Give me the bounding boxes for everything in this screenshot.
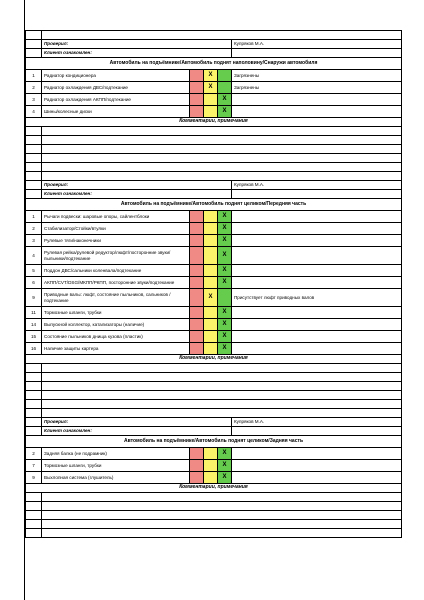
- item-note[interactable]: [232, 211, 402, 223]
- status-red-cell[interactable]: [190, 307, 204, 319]
- item-number: 6: [26, 277, 42, 289]
- status-green-cell[interactable]: [218, 460, 232, 472]
- blank-cell[interactable]: [42, 409, 402, 418]
- item-number: 3: [26, 94, 42, 106]
- status-yellow-cell[interactable]: [204, 211, 218, 223]
- blank-num-cell: [26, 391, 42, 400]
- check-mark: X: [222, 108, 227, 115]
- blank-cell[interactable]: [42, 529, 402, 538]
- status-red-cell[interactable]: [190, 331, 204, 343]
- checked-value: Купряков М.А.: [232, 40, 402, 49]
- comments-title: Комментарии, примечания: [26, 355, 402, 364]
- check-mark: X: [222, 462, 227, 469]
- client-row: [26, 49, 402, 58]
- section-title: Автомобиль на подъёмнике/Автомобиль поднят целиком/Передняя часть: [26, 199, 402, 211]
- blank-num-cell: [26, 31, 42, 40]
- section-title-row: [26, 199, 402, 211]
- comments-title: Комментарии, примечания: [26, 484, 402, 493]
- check-mark: X: [222, 279, 227, 286]
- separator-row: [26, 172, 402, 181]
- status-yellow-cell[interactable]: [204, 70, 218, 82]
- status-yellow-cell[interactable]: [204, 331, 218, 343]
- item-name: Рычаги подвески: шаровые опоры, сайлентблоки: [42, 211, 190, 223]
- checked-num-cell: [26, 40, 42, 49]
- blank-cell[interactable]: [42, 364, 402, 373]
- section-title: Автомобиль на подъёмнике/Автомобиль поднят целиком/Задняя часть: [26, 436, 402, 448]
- comment-line-row: [26, 529, 402, 538]
- status-red-cell[interactable]: [190, 448, 204, 460]
- check-item-row: [26, 223, 402, 235]
- comment-line-row: [26, 145, 402, 154]
- item-note[interactable]: [232, 265, 402, 277]
- status-yellow-cell[interactable]: [204, 223, 218, 235]
- comment-line-row: [26, 502, 402, 511]
- check-item-row: [26, 472, 402, 484]
- status-yellow-cell[interactable]: [204, 307, 218, 319]
- item-note[interactable]: Загрязнены: [232, 82, 402, 94]
- item-note[interactable]: [232, 247, 402, 265]
- comment-line-row: [26, 520, 402, 529]
- status-red-cell[interactable]: [190, 289, 204, 307]
- item-number: 16: [26, 343, 42, 355]
- status-red-cell[interactable]: [190, 319, 204, 331]
- client-num-cell: [26, 190, 42, 199]
- section-title-row: [26, 58, 402, 70]
- comment-line-row: [26, 382, 402, 391]
- blank-num-cell: [26, 529, 42, 538]
- section-title-row: [26, 436, 402, 448]
- status-red-cell[interactable]: [190, 472, 204, 484]
- check-mark: X: [222, 321, 227, 328]
- blank-cell[interactable]: [42, 145, 402, 154]
- status-yellow-cell[interactable]: [204, 289, 218, 307]
- check-item-row: [26, 82, 402, 94]
- item-name: Выхлопная система (глушитель): [42, 472, 190, 484]
- comments-title-row: [26, 355, 402, 364]
- check-item-row: [26, 70, 402, 82]
- client-label: Клиент ознакомлен:: [42, 190, 232, 199]
- check-item-row: [26, 277, 402, 289]
- comment-line-row: [26, 163, 402, 172]
- check-item-row: [26, 448, 402, 460]
- check-item-row: [26, 289, 402, 307]
- status-green-cell[interactable]: [218, 70, 232, 82]
- item-name: Рулевая рейка/рулевой редуктор/люфт/посторонние звуки/пыльники/подтекание: [42, 247, 190, 265]
- comments-title-row: [26, 118, 402, 127]
- comment-line-row: [26, 400, 402, 409]
- check-mark: X: [222, 333, 227, 340]
- check-mark: X: [222, 237, 227, 244]
- item-number: 1: [26, 211, 42, 223]
- check-item-row: [26, 106, 402, 118]
- check-mark: X: [222, 96, 227, 103]
- item-name: Поддон ДВС/сальники коленвала/подтекание: [42, 265, 190, 277]
- blank-num-cell: [26, 136, 42, 145]
- top-blank-row: [26, 31, 402, 40]
- blank-num-cell: [26, 409, 42, 418]
- status-red-cell[interactable]: [190, 106, 204, 118]
- status-green-cell[interactable]: [218, 448, 232, 460]
- status-yellow-cell[interactable]: [204, 448, 218, 460]
- check-mark: X: [222, 225, 227, 232]
- item-number: 2: [26, 82, 42, 94]
- check-mark: X: [208, 84, 213, 91]
- item-number: 5: [26, 265, 42, 277]
- status-green-cell[interactable]: [218, 235, 232, 247]
- item-number: 9: [26, 472, 42, 484]
- client-num-cell: [26, 427, 42, 436]
- item-note[interactable]: [232, 331, 402, 343]
- item-note[interactable]: [232, 307, 402, 319]
- check-mark: X: [208, 72, 213, 79]
- blank-num-cell: [26, 364, 42, 373]
- status-red-cell[interactable]: [190, 235, 204, 247]
- checked-row: [26, 181, 402, 190]
- check-mark: X: [222, 309, 227, 316]
- blank-num-cell: [26, 400, 42, 409]
- blank-num-cell: [26, 172, 42, 181]
- blank-num-cell: [26, 382, 42, 391]
- checked-label: Проверил:: [42, 40, 232, 49]
- blank-cell[interactable]: [42, 136, 402, 145]
- status-yellow-cell[interactable]: [204, 265, 218, 277]
- comment-line-row: [26, 136, 402, 145]
- blank-cell[interactable]: [42, 520, 402, 529]
- comment-line-row: [26, 391, 402, 400]
- checked-value: Купряков М.А.: [232, 418, 402, 427]
- status-yellow-cell[interactable]: [204, 94, 218, 106]
- status-yellow-cell[interactable]: [204, 460, 218, 472]
- status-green-cell[interactable]: [218, 277, 232, 289]
- blank-num-cell: [26, 154, 42, 163]
- status-red-cell[interactable]: [190, 223, 204, 235]
- status-yellow-cell[interactable]: [204, 247, 218, 265]
- check-mark: X: [222, 474, 227, 481]
- item-name: АКПП/CVT/DSG/МКПП/РКПП, посторонние звуки/подтекание: [42, 277, 190, 289]
- status-green-cell[interactable]: [218, 211, 232, 223]
- check-item-row: [26, 94, 402, 106]
- blank-num-cell: [26, 163, 42, 172]
- blank-cell[interactable]: [42, 502, 402, 511]
- item-name: Радиатор кондиционера: [42, 70, 190, 82]
- checked-value: Купряков М.А.: [232, 181, 402, 190]
- status-yellow-cell[interactable]: [204, 82, 218, 94]
- item-number: 4: [26, 106, 42, 118]
- status-red-cell[interactable]: [190, 211, 204, 223]
- inspection-table: [25, 30, 402, 538]
- item-note[interactable]: [232, 448, 402, 460]
- status-green-cell[interactable]: [218, 307, 232, 319]
- item-name: Радиатор охлаждения ДВС/подтекание: [42, 82, 190, 94]
- status-red-cell[interactable]: [190, 343, 204, 355]
- item-number: 15: [26, 331, 42, 343]
- blank-num-cell: [26, 145, 42, 154]
- item-note[interactable]: [232, 319, 402, 331]
- status-green-cell[interactable]: [218, 331, 232, 343]
- status-yellow-cell[interactable]: [204, 472, 218, 484]
- item-note[interactable]: [232, 223, 402, 235]
- status-green-cell[interactable]: [218, 472, 232, 484]
- blank-num-cell: [26, 502, 42, 511]
- status-red-cell[interactable]: [190, 460, 204, 472]
- status-yellow-cell[interactable]: [204, 343, 218, 355]
- blank-cell[interactable]: [42, 172, 402, 181]
- status-green-cell[interactable]: [218, 106, 232, 118]
- status-red-cell[interactable]: [190, 82, 204, 94]
- blank-num-cell: [26, 511, 42, 520]
- status-green-cell[interactable]: [218, 265, 232, 277]
- check-item-row: [26, 265, 402, 277]
- blank-cell[interactable]: [42, 382, 402, 391]
- checked-num-cell: [26, 181, 42, 190]
- item-number: 1: [26, 70, 42, 82]
- comment-line-row: [26, 511, 402, 520]
- comment-line-row: [26, 127, 402, 136]
- status-yellow-cell[interactable]: [204, 319, 218, 331]
- status-red-cell[interactable]: [190, 265, 204, 277]
- status-red-cell[interactable]: [190, 94, 204, 106]
- client-signature-cell[interactable]: [232, 49, 402, 58]
- blank-cell[interactable]: [42, 400, 402, 409]
- comment-line-row: [26, 154, 402, 163]
- check-mark: X: [222, 252, 227, 259]
- item-number: 4: [26, 247, 42, 265]
- status-green-cell[interactable]: [218, 319, 232, 331]
- status-green-cell[interactable]: [218, 343, 232, 355]
- blank-cell[interactable]: [42, 127, 402, 136]
- separator-row: [26, 409, 402, 418]
- item-name: Состояние пыльников днища кузова (пластик): [42, 331, 190, 343]
- blank-cell[interactable]: [42, 31, 402, 40]
- item-name: Тормозные шланги, трубки: [42, 460, 190, 472]
- blank-cell[interactable]: [42, 154, 402, 163]
- client-signature-cell[interactable]: [232, 190, 402, 199]
- item-note[interactable]: [232, 106, 402, 118]
- blank-num-cell: [26, 520, 42, 529]
- check-item-row: [26, 319, 402, 331]
- blank-cell[interactable]: [42, 391, 402, 400]
- client-row: [26, 190, 402, 199]
- status-red-cell[interactable]: [190, 247, 204, 265]
- item-name: Тормозные шланги, трубки: [42, 307, 190, 319]
- blank-cell[interactable]: [42, 163, 402, 172]
- item-name: Стабилизатор/Стойки/втулки: [42, 223, 190, 235]
- item-number: 3: [26, 235, 42, 247]
- blank-num-cell: [26, 127, 42, 136]
- item-note[interactable]: [232, 235, 402, 247]
- client-label: Клиент ознакомлен:: [42, 427, 232, 436]
- checked-num-cell: [26, 418, 42, 427]
- client-row: [26, 427, 402, 436]
- status-green-cell[interactable]: [218, 82, 232, 94]
- status-green-cell[interactable]: [218, 289, 232, 307]
- blank-num-cell: [26, 373, 42, 382]
- item-name: Приводные валы: люфт, состояние пыльников, сальников / подтекание: [42, 289, 190, 307]
- item-name: Наличие защиты картера: [42, 343, 190, 355]
- item-name: Задняя балка (не подрамник): [42, 448, 190, 460]
- item-note[interactable]: [232, 343, 402, 355]
- check-item-row: [26, 247, 402, 265]
- item-name: Рулевые тяги/наконечники: [42, 235, 190, 247]
- status-green-cell[interactable]: [218, 94, 232, 106]
- comments-title-row: [26, 484, 402, 493]
- item-note[interactable]: [232, 277, 402, 289]
- blank-cell[interactable]: [42, 511, 402, 520]
- comment-line-row: [26, 493, 402, 502]
- checked-label: Проверил:: [42, 418, 232, 427]
- check-item-row: [26, 211, 402, 223]
- item-name: Шины/колесные диски: [42, 106, 190, 118]
- status-red-cell[interactable]: [190, 70, 204, 82]
- blank-cell[interactable]: [42, 493, 402, 502]
- item-note[interactable]: [232, 460, 402, 472]
- status-green-cell[interactable]: [218, 247, 232, 265]
- status-yellow-cell[interactable]: [204, 235, 218, 247]
- check-item-row: [26, 235, 402, 247]
- item-number: 2: [26, 223, 42, 235]
- status-yellow-cell[interactable]: [204, 277, 218, 289]
- checked-label: Проверил:: [42, 181, 232, 190]
- item-name: Выпускной коллектор, катализаторы (наличие): [42, 319, 190, 331]
- blank-num-cell: [26, 493, 42, 502]
- client-num-cell: [26, 49, 42, 58]
- inspection-sheet: [25, 30, 401, 538]
- check-item-row: [26, 307, 402, 319]
- comments-title: Комментарии, примечания: [26, 118, 402, 127]
- check-item-row: [26, 331, 402, 343]
- checked-row: [26, 418, 402, 427]
- comment-line-row: [26, 364, 402, 373]
- check-mark: X: [222, 450, 227, 457]
- client-label: Клиент ознакомлен:: [42, 49, 232, 58]
- item-note[interactable]: Загрязнены: [232, 70, 402, 82]
- check-mark: X: [208, 294, 213, 301]
- check-mark: X: [222, 345, 227, 352]
- item-number: 9: [26, 289, 42, 307]
- status-green-cell[interactable]: [218, 223, 232, 235]
- item-number: 7: [26, 460, 42, 472]
- check-mark: X: [222, 267, 227, 274]
- checked-row: [26, 40, 402, 49]
- status-red-cell[interactable]: [190, 277, 204, 289]
- check-item-row: [26, 343, 402, 355]
- section-title: Автомобиль на подъёмнике/Автомобиль поднят наполовину/Снаружи автомобиля: [26, 58, 402, 70]
- item-note[interactable]: [232, 472, 402, 484]
- item-name: Радиатор охлаждения АКПП/подтекание: [42, 94, 190, 106]
- blank-cell[interactable]: [42, 373, 402, 382]
- item-number: 11: [26, 307, 42, 319]
- item-number: 14: [26, 319, 42, 331]
- comment-line-row: [26, 373, 402, 382]
- item-note[interactable]: [232, 94, 402, 106]
- item-number: 2: [26, 448, 42, 460]
- client-signature-cell[interactable]: [232, 427, 402, 436]
- item-note[interactable]: Присутствует люфт приводных валов: [232, 289, 402, 307]
- status-yellow-cell[interactable]: [204, 106, 218, 118]
- check-item-row: [26, 460, 402, 472]
- check-mark: X: [222, 213, 227, 220]
